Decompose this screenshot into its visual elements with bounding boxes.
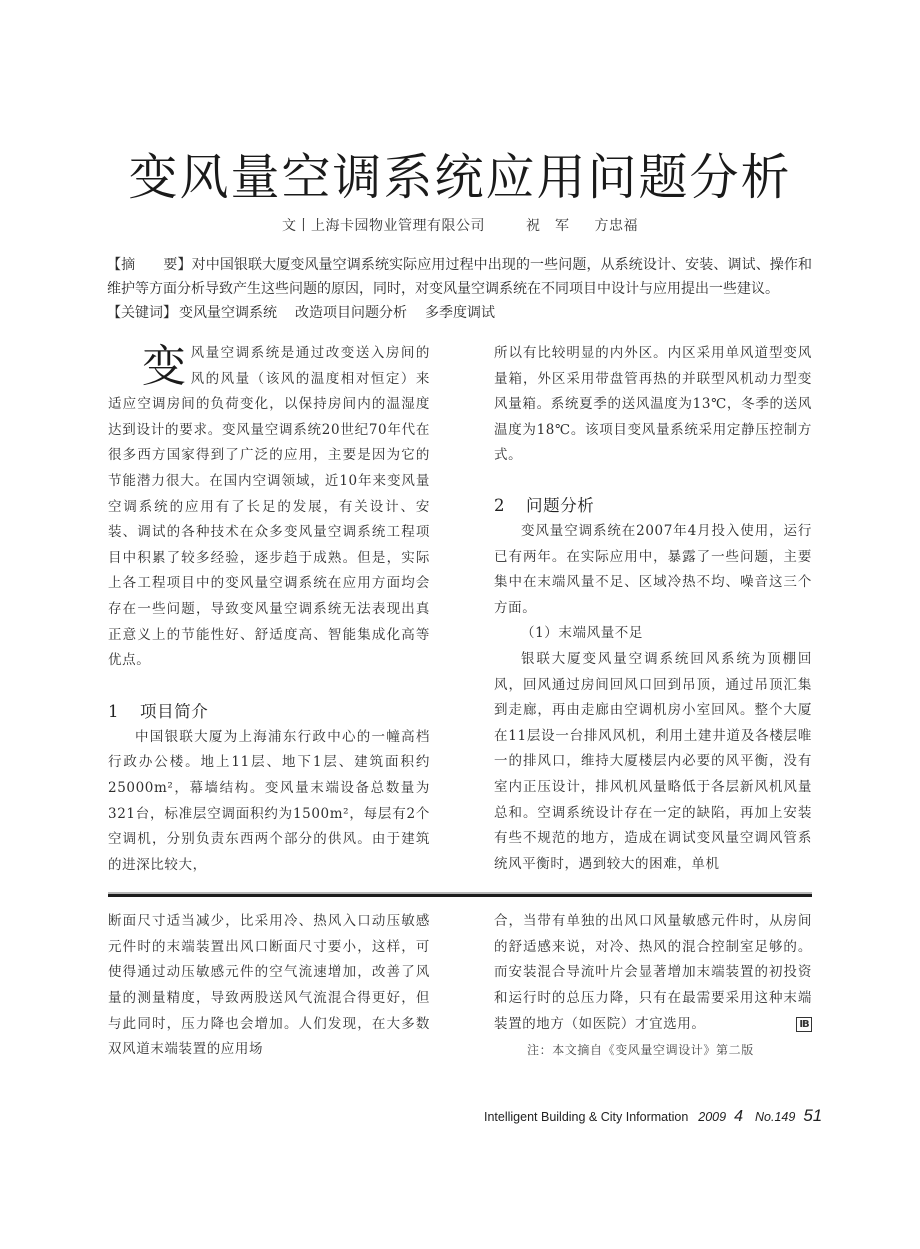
bottom-right-column [494,909,812,1063]
page-number: 51 [803,1105,823,1125]
body-paragraph: 所以有比较明显的内外区。内区采用单风道型变风量箱，外区采用带盘管再热的并联型风机动力型变风量箱。系统夏季的送风温度为13℃，冬季的送风温度为18℃。该项目变风量系统采用定静压控制方式。 [494,345,812,464]
journal-name: Intelligent Building & City Information [484,1109,689,1124]
section-number: 1 [108,701,120,721]
bottom-columns [108,909,812,1063]
byline [0,216,920,236]
abstract: 【摘 要】对中国银联大厦变风量空调系统实际应用过程中出现的一些问题，从系统设计、安装、调试、操作和维护等方面分析导致产生这些问题的原因，同时，对变风量空调系统在不同项目中设计与应用提出一些建议。 [107,257,812,297]
keyword: 多季度调试 [425,305,495,321]
issue-number: No.149 [755,1109,796,1124]
body-paragraph: 中国银联大厦为上海浦东行政中心的一幢高档行政办公楼。地上11层、地下1层、建筑面积约25000m²，幕墙结构。变风量末端设备总数量为321台，标准层空调面积约为1500m²，每层有2个空调机，分别负责东西两个部分的供风。由于建筑的进深比较大， [108,728,430,873]
body-paragraph: 断面尺寸适当减少，比采用冷、热风入口动压敏感元件时的末端装置出风口断面尺寸要小，这样，可使得通过动压敏感元件的空气流速增加，改善了风量的测量精度，导致两股送风气流混合得更好，但与此同时，压力降也会增加。人们发现，在大多数双风道末端装置的应用场 [108,913,430,1058]
keyword: 改造项目问题分析 [295,305,407,321]
source-note: 注：本文摘自《变风量空调设计》第二版 [527,1043,754,1058]
keywords [107,301,812,325]
drop-cap: 变 [142,341,187,392]
author-name: 方忠福 [594,218,638,234]
body-text: 合，当带有单独的出风口风量敏感元件时，从房间的舒适感来说，对冷、热风的混合控制室足够的。而安装混合导流叶片会显著增加末端装置的初投资和运行时的总压力降，只有在最需要采用这种末端装置的地方（如医院）才宜选用。 [494,913,812,1032]
body-paragraph [494,909,812,1037]
keyword: 变风量空调系统 [179,305,277,321]
right-column [494,341,812,878]
year: 2009 [698,1109,727,1124]
keywords-label: 【关键词】 [107,305,177,321]
section-heading [108,699,430,725]
issue: 4 [734,1107,743,1125]
section-title: 项目简介 [140,701,209,721]
bottom-left-column [108,909,430,1063]
section-heading [494,493,812,519]
page-footer [484,1105,920,1128]
ib-end-mark-icon: IB [796,1017,812,1032]
top-columns [108,341,812,878]
body-paragraph: 变风量空调系统在2007年4月投入使用，运行已有两年。在实际应用中，暴露了一些问题，主要集中在末端风量不足、区域冷热不均、噪音这三个方面。 [494,522,812,616]
subsection-heading: （1）末端风量不足 [521,625,643,642]
intro-text: 风量空调系统是通过改变送入房间的风的风量（该风的温度相对恒定）来适应空调房间的负荷变化，以保持房间内的温湿度达到设计的要求。变风量空调系统20世纪70年代在很多西方国家得到了广泛的应用，主要是因为它的节能潜力很大。在国内空调领域，近10年来变风量空调系统的应用有了长足的发展，有关设计、安装、调试的各种技术在众多变风量空调系统工程项目中积累了较多经验，逐步趋于成熟。但是，实际上各工程项目中的变风量空调系统在应用方面均会存在一些问题，导致变风量空调系统无法表现出真正意义上的节能性好、舒适度高、智能集成化高等优点。 [108,345,430,669]
section-number: 2 [494,495,506,515]
article-title: 变风量空调系统应用问题分析 [128,149,792,206]
intro-paragraph [108,341,430,674]
section-title: 问题分析 [526,495,595,515]
affiliation: 文丨上海卡园物业管理有限公司 [282,218,486,234]
front-matter [107,253,812,325]
body-paragraph: 银联大厦变风量空调系统回风系统为顶棚回风，回风通过房间回风口回到吊顶，通过吊顶汇集到走廊，再由走廊由空调机房小室回风。整个大厦在11层设一台排风风机，利用土建井道及各楼层唯一的排风口，维持大厦楼层内必要的风平衡，没有室内正压设计，排风机风量略低于各层新风机风量总和。空调系统设计存在一定的缺陷，再加上安装有些不规范的地方，造成在调试变风量空调风管系统风平衡时，遇到较大的困难，单机 [494,650,812,872]
left-column [108,341,430,878]
section-divider [108,892,812,897]
author-name: 祝 军 [526,218,570,234]
